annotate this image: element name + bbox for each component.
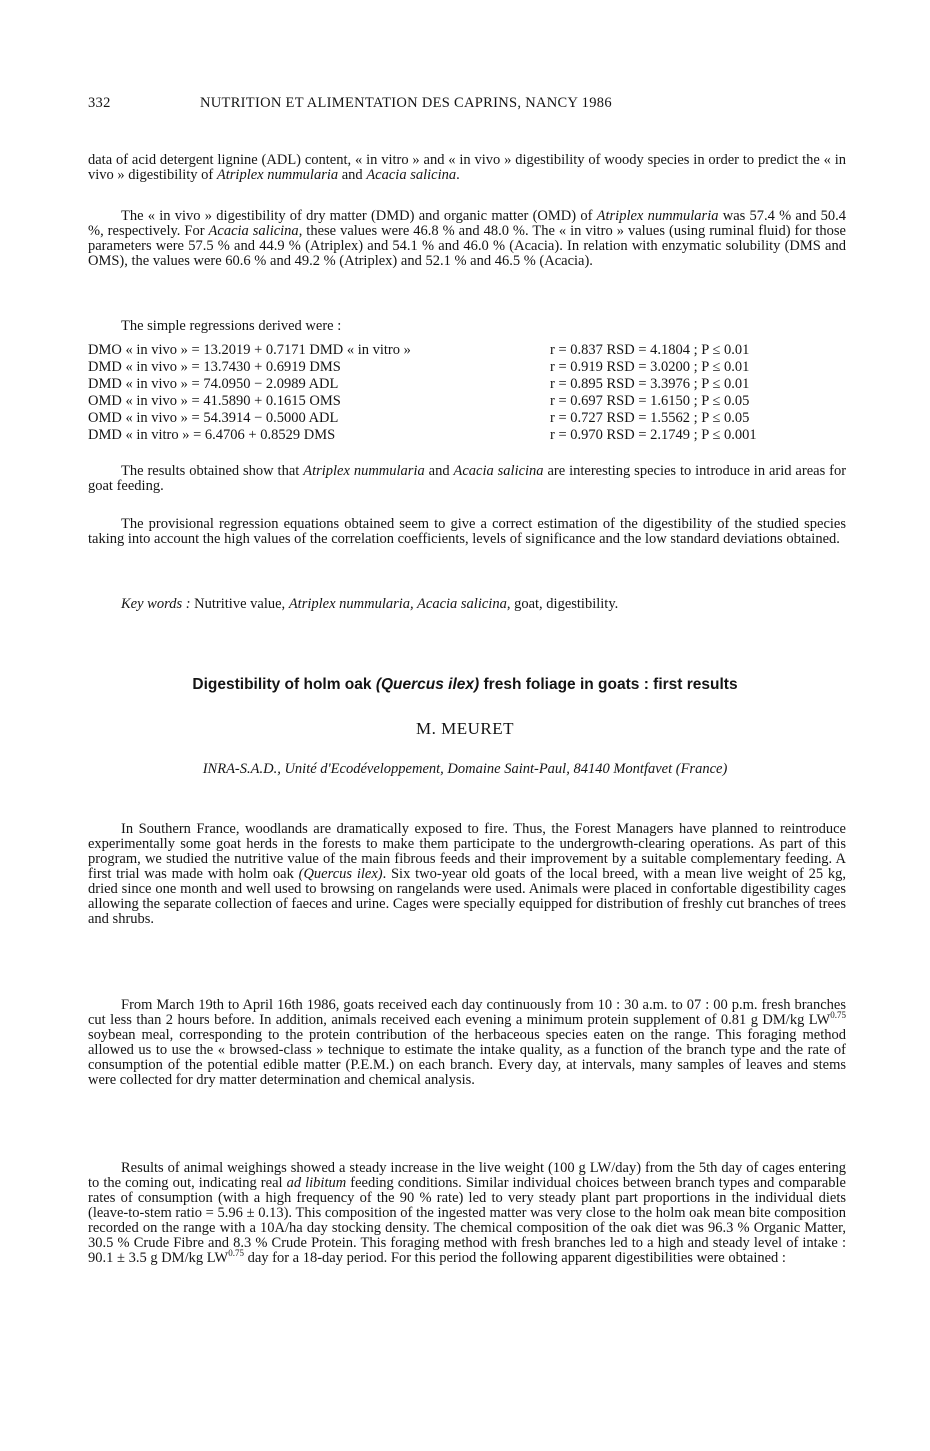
regression-table	[88, 342, 858, 444]
keywords: Key words : Nutritive value, Atriplex nummularia, Acacia salicina, goat, digestibility.	[121, 596, 619, 612]
affiliation: INRA-S.A.D., Unité d'Ecodéveloppement, Domaine Saint-Paul, 84140 Montfavet (France)	[202, 761, 728, 777]
paragraph-6: From March 19th to April 16th 1986, goats received each day continuously from 10 : 30 a.m. to 07 : 00 p.m. fresh branches cut less than 2 hours before. In addition, animals received each evening a minimum protein supplement of 0.81 g DM/kg $LW^{0.75}$ soybean meal, corresponding to the protein contribution of the herbaceous species eaten on the range. This foraging method allowed us to use the « browsed-class » technique to estimate the intake quality, as a function of the branch type and the rate of consumption of the potential edible matter (P.E.M.) on each branch. Every day, at intervals, many samples of leaves and stems were collected for dry matter determination and chemical analysis.	[88, 997, 846, 1088]
article-title: Digestibility of holm oak (Quercus ilex) fresh foliage in goats : first results	[192, 676, 738, 693]
paragraph-3: The results obtained show that Atriplex nummularia and Acacia salicina are interesting species to introduce in arid areas for goat feeding.	[88, 463, 847, 494]
paragraph-5: In Southern France, woodlands are dramatically exposed to fire. Thus, the Forest Managers have planned to reintroduce experimentally some goat herds in the forests to make them participate to the undergrowth-clearing operations. As part of this program, we studied the nutritive value of the main fibrous feeds and their improvement by a suitable complementary feeding. A first trial was made with holm oak (Quercus ilex). Six two-year old goats of the local breed, with a mean live weight of 25 kg, dried since one month and well used to browsing on rangelands were used. Animals were placed in confortable digestibility cages allowing the separate collection of faeces and urine. Cages were specially equipped for distribution of freshly cut branches of trees and shrubs.	[88, 821, 846, 927]
page-number: 332	[88, 95, 111, 111]
paragraph-4: The provisional regression equations obtained seem to give a correct estimation of the digestibility of the studied species taking into account the high values of the correlation coefficients, levels of significance and the low standard deviations obtained.	[88, 516, 846, 547]
paragraph-1: data of acid detergent lignine (ADL) content, « in vitro » and « in vivo » digestibility of woody species in order to predict the « in vivo » digestibility of Atriplex nummularia and Acacia salicina.	[88, 152, 846, 183]
regression-row: DMO « in vivo » = 13.2019 + 0.7171 DMD « in vitro » r = 0.837 RSD = 4.1804 ; P ≤ 0.01	[88, 342, 750, 358]
author-name: M. MEURET	[416, 719, 514, 738]
paragraph-7: Results of animal weighings showed a steady increase in the live weight (100 g LW/day) from the 5th day of cages entering to the coming out, indicating real ad libitum feeding conditions. Similar individual choices between branch types and comparable rates of consumption (with a high frequency of the 90 % rate) led to very steady plant part proportions in the individual diets (leave-to-stem ratio = 5.96 ± 0.13). This composition of the ingested matter was very close to the holm oak mean bite composition recorded on the range with a 10A/ha day stocking density. The chemical composition of the oak diet was 96.3 % Organic Matter, 30.5 % Crude Fibre and 8.3 % Crude Protein. This foraging method with fresh branches led to a high and steady level of intake : 90.1 ± 3.5 g DM/kg $LW^{0.75}$ day for a 18-day period. For this period the following apparent digestibilities were obtained :	[88, 1160, 846, 1266]
regression-row: DMD « in vitro » = 6.4706 + 0.8529 DMS r = 0.970 RSD = 2.1749 ; P ≤ 0.001	[88, 427, 757, 443]
regressions-intro: The simple regressions derived were :	[121, 318, 342, 334]
regression-row: DMD « in vivo » = 13.7430 + 0.6919 DMS r = 0.919 RSD = 3.0200 ; P ≤ 0.01	[88, 359, 750, 375]
regression-row: OMD « in vivo » = 41.5890 + 0.1615 OMS r = 0.697 RSD = 1.6150 ; P ≤ 0.05	[88, 393, 750, 409]
regression-row: OMD « in vivo » = 54.3914 − 0.5000 ADL r = 0.727 RSD = 1.5562 ; P ≤ 0.05	[88, 410, 750, 426]
running-title: NUTRITION ET ALIMENTATION DES CAPRINS, NANCY 1986	[200, 95, 612, 111]
paragraph-2: The « in vivo » digestibility of dry matter (DMD) and organic matter (OMD) of Atriplex nummularia was 57.4 % and 50.4 %, respectively. For Acacia salicina, these values were 46.8 % and 48.0 %. The « in vitro » values (using ruminal fluid) for those parameters were 57.5 % and 44.9 % (Atriplex) and 54.1 % and 46.0 % (Acacia). In relation with enzymatic solubility (DMS and OMS), the values were 60.6 % and 49.2 % (Atriplex) and 52.1 % and 46.5 % (Acacia).	[88, 208, 846, 269]
regression-row: DMD « in vivo » = 74.0950 − 2.0989 ADL r = 0.895 RSD = 3.3976 ; P ≤ 0.01	[88, 376, 750, 392]
